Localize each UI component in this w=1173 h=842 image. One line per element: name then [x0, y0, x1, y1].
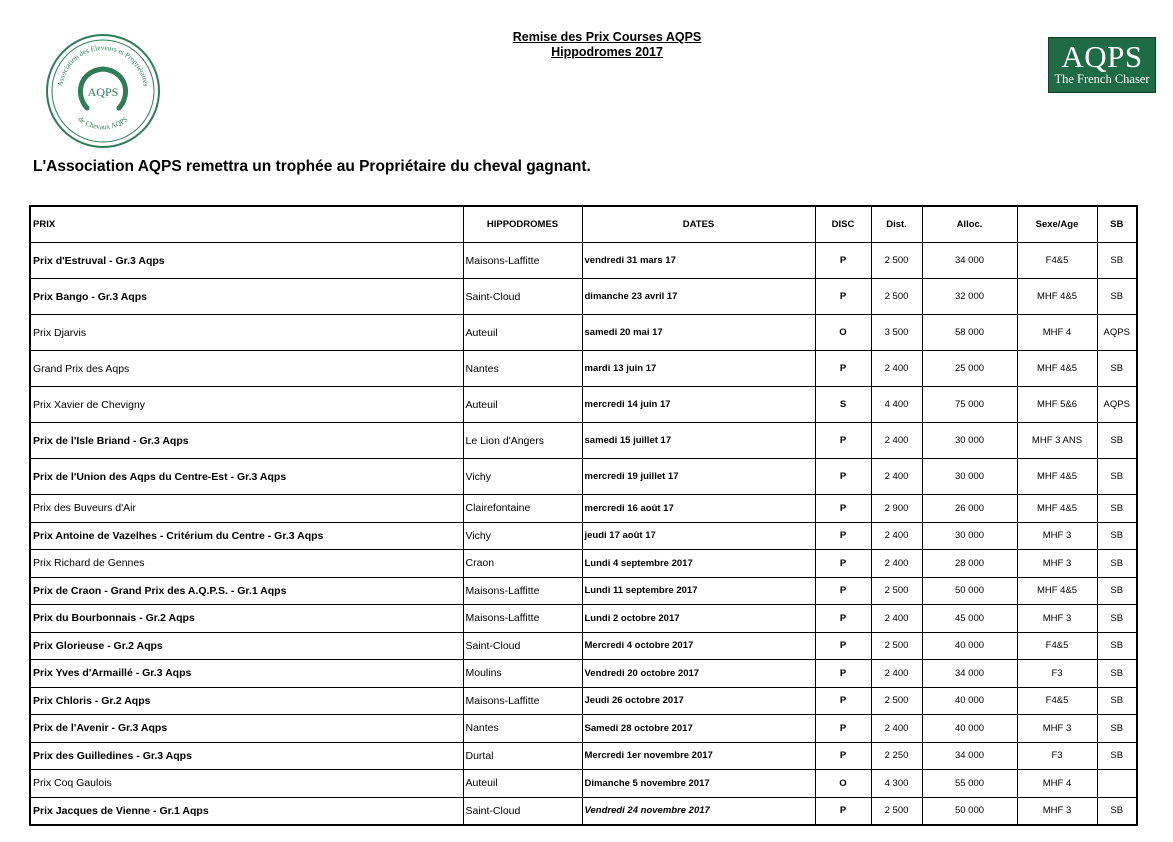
cell-prix: Prix Yves d'Armaillé - Gr.3 Aqps [30, 660, 463, 688]
cell-sexe-age: MHF 3 [1017, 522, 1097, 550]
cell-dist: 2 400 [871, 423, 922, 459]
header-prix: PRIX [30, 206, 463, 243]
cell-disc: P [815, 279, 871, 315]
cell-dist: 2 500 [871, 279, 922, 315]
cell-prix: Prix Xavier de Chevigny [30, 387, 463, 423]
cell-disc: O [815, 315, 871, 351]
cell-prix: Prix de l'Avenir - Gr.3 Aqps [30, 715, 463, 743]
cell-hippodrome: Maisons-Laffitte [463, 243, 582, 279]
cell-disc: P [815, 715, 871, 743]
cell-sexe-age: MHF 3 [1017, 715, 1097, 743]
cell-alloc: 40 000 [922, 632, 1017, 660]
cell-sb: AQPS [1097, 315, 1137, 351]
cell-date: Lundi 4 septembre 2017 [582, 550, 815, 578]
table-row [30, 279, 1137, 315]
svg-text:de Chevaux AQPS [77, 114, 130, 131]
cell-sb: SB [1097, 742, 1137, 770]
cell-alloc: 34 000 [922, 243, 1017, 279]
cell-disc: P [815, 605, 871, 633]
cell-alloc: 30 000 [922, 459, 1017, 495]
table-row [30, 632, 1137, 660]
cell-prix: Prix Richard de Gennes [30, 550, 463, 578]
cell-dist: 2 250 [871, 742, 922, 770]
cell-disc: P [815, 742, 871, 770]
table-row [30, 550, 1137, 578]
table-row [30, 495, 1137, 523]
cell-date: Mercredi 4 octobre 2017 [582, 632, 815, 660]
seal-ring-top-text: Association des Eleveurs et Propriétaires [55, 42, 151, 87]
cell-sb: SB [1097, 797, 1137, 825]
cell-hippodrome: Nantes [463, 715, 582, 743]
header-dist: Dist. [871, 206, 922, 243]
cell-disc: P [815, 660, 871, 688]
cell-disc: P [815, 522, 871, 550]
cell-disc: P [815, 550, 871, 578]
cell-sexe-age: MHF 3 [1017, 797, 1097, 825]
intro-text: L'Association AQPS remettra un trophée au Propriétaire du cheval gagnant. [33, 158, 591, 175]
cell-sb: SB [1097, 495, 1137, 523]
cell-dist: 4 400 [871, 387, 922, 423]
cell-date: Dimanche 5 novembre 2017 [582, 770, 815, 798]
cell-dist: 4 300 [871, 770, 922, 798]
cell-dist: 2 400 [871, 715, 922, 743]
cell-hippodrome: Maisons-Laffitte [463, 687, 582, 715]
table-row [30, 770, 1137, 798]
cell-disc: P [815, 243, 871, 279]
cell-sexe-age: MHF 4&5 [1017, 351, 1097, 387]
cell-sb: SB [1097, 687, 1137, 715]
cell-hippodrome: Maisons-Laffitte [463, 605, 582, 633]
cell-dist: 2 400 [871, 459, 922, 495]
cell-date: mercredi 14 juin 17 [582, 387, 815, 423]
cell-date: Vendredi 20 octobre 2017 [582, 660, 815, 688]
cell-sb: AQPS [1097, 387, 1137, 423]
cell-date: Vendredi 24 novembre 2017 [582, 797, 815, 825]
cell-prix: Prix Bango - Gr.3 Aqps [30, 279, 463, 315]
cell-disc: P [815, 797, 871, 825]
cell-disc: S [815, 387, 871, 423]
cell-sexe-age: MHF 4&5 [1017, 495, 1097, 523]
cell-sb: SB [1097, 577, 1137, 605]
header-sb: SB [1097, 206, 1137, 243]
cell-dist: 3 500 [871, 315, 922, 351]
cell-dist: 2 400 [871, 660, 922, 688]
cell-hippodrome: Saint-Cloud [463, 797, 582, 825]
cell-prix: Prix d'Estruval - Gr.3 Aqps [30, 243, 463, 279]
cell-sb: SB [1097, 550, 1137, 578]
cell-sb: SB [1097, 279, 1137, 315]
cell-prix: Prix des Buveurs d'Air [30, 495, 463, 523]
cell-prix: Prix Jacques de Vienne - Gr.1 Aqps [30, 797, 463, 825]
cell-sb: SB [1097, 423, 1137, 459]
cell-dist: 2 500 [871, 243, 922, 279]
table-row [30, 577, 1137, 605]
cell-hippodrome: Clairefontaine [463, 495, 582, 523]
cell-prix: Grand Prix des Aqps [30, 351, 463, 387]
cell-hippodrome: Saint-Cloud [463, 279, 582, 315]
brand-tagline: The French Chaser [1054, 72, 1150, 86]
cell-disc: P [815, 632, 871, 660]
brand-name: AQPS [1061, 39, 1143, 74]
cell-sexe-age: MHF 4 [1017, 770, 1097, 798]
header-disc: DISC [815, 206, 871, 243]
cell-dist: 2 500 [871, 632, 922, 660]
cell-hippodrome: Saint-Cloud [463, 632, 582, 660]
cell-sb [1097, 770, 1137, 798]
cell-sb: SB [1097, 715, 1137, 743]
cell-dist: 2 500 [871, 687, 922, 715]
cell-disc: O [815, 770, 871, 798]
table-row [30, 423, 1137, 459]
cell-alloc: 40 000 [922, 687, 1017, 715]
table-row [30, 605, 1137, 633]
seal-graphic [45, 33, 161, 149]
cell-sb: SB [1097, 351, 1137, 387]
cell-alloc: 40 000 [922, 715, 1017, 743]
cell-alloc: 34 000 [922, 660, 1017, 688]
cell-alloc: 55 000 [922, 770, 1017, 798]
cell-hippodrome: Craon [463, 550, 582, 578]
cell-disc: P [815, 577, 871, 605]
cell-sb: SB [1097, 459, 1137, 495]
cell-disc: P [815, 423, 871, 459]
table-row [30, 687, 1137, 715]
cell-date: dimanche 23 avril 17 [582, 279, 815, 315]
cell-alloc: 32 000 [922, 279, 1017, 315]
cell-sb: SB [1097, 660, 1137, 688]
cell-date: Mercredi 1er novembre 2017 [582, 742, 815, 770]
cell-sexe-age: F3 [1017, 660, 1097, 688]
table-row [30, 351, 1137, 387]
seal-ring-bottom-text: de Chevaux AQPS [76, 114, 130, 132]
cell-hippodrome: Nantes [463, 351, 582, 387]
aqps-brand-logo [1048, 37, 1156, 93]
cell-date: Lundi 2 octobre 2017 [582, 605, 815, 633]
cell-dist: 2 400 [871, 550, 922, 578]
races-table [29, 205, 1138, 826]
cell-sexe-age: MHF 3 [1017, 550, 1097, 578]
cell-date: Jeudi 26 octobre 2017 [582, 687, 815, 715]
cell-prix: Prix Chloris - Gr.2 Aqps [30, 687, 463, 715]
cell-date: samedi 15 juillet 17 [582, 423, 815, 459]
table-row [30, 387, 1137, 423]
cell-prix: Prix Djarvis [30, 315, 463, 351]
cell-alloc: 30 000 [922, 522, 1017, 550]
cell-dist: 2 400 [871, 605, 922, 633]
cell-alloc: 26 000 [922, 495, 1017, 523]
cell-sb: SB [1097, 632, 1137, 660]
cell-prix: Prix Coq Gaulois [30, 770, 463, 798]
table-row [30, 243, 1137, 279]
table-row [30, 715, 1137, 743]
cell-dist: 2 500 [871, 577, 922, 605]
cell-sexe-age: MHF 5&6 [1017, 387, 1097, 423]
cell-sexe-age: MHF 3 ANS [1017, 423, 1097, 459]
cell-sexe-age: MHF 3 [1017, 605, 1097, 633]
cell-sexe-age: F4&5 [1017, 243, 1097, 279]
cell-date: mercredi 16 août 17 [582, 495, 815, 523]
cell-sexe-age: MHF 4 [1017, 315, 1097, 351]
cell-date: vendredi 31 mars 17 [582, 243, 815, 279]
table-row [30, 660, 1137, 688]
cell-alloc: 45 000 [922, 605, 1017, 633]
cell-sexe-age: F3 [1017, 742, 1097, 770]
cell-prix: Prix du Bourbonnais - Gr.2 Aqps [30, 605, 463, 633]
cell-prix: Prix Glorieuse - Gr.2 Aqps [30, 632, 463, 660]
header-alloc: Alloc. [922, 206, 1017, 243]
cell-disc: P [815, 495, 871, 523]
table-row [30, 797, 1137, 825]
cell-hippodrome: Moulins [463, 660, 582, 688]
cell-sexe-age: MHF 4&5 [1017, 577, 1097, 605]
cell-date: mercredi 19 juillet 17 [582, 459, 815, 495]
cell-prix: Prix de l'Isle Briand - Gr.3 Aqps [30, 423, 463, 459]
cell-hippodrome: Auteuil [463, 387, 582, 423]
cell-alloc: 34 000 [922, 742, 1017, 770]
cell-date: jeudi 17 août 17 [582, 522, 815, 550]
cell-dist: 2 500 [871, 797, 922, 825]
seal-center-text: AQPS [87, 85, 119, 99]
cell-sb: SB [1097, 243, 1137, 279]
cell-alloc: 28 000 [922, 550, 1017, 578]
cell-sexe-age: F4&5 [1017, 632, 1097, 660]
cell-date: samedi 20 mai 17 [582, 315, 815, 351]
cell-alloc: 30 000 [922, 423, 1017, 459]
cell-alloc: 25 000 [922, 351, 1017, 387]
cell-dist: 2 400 [871, 522, 922, 550]
table-row [30, 315, 1137, 351]
cell-prix: Prix des Guilledines - Gr.3 Aqps [30, 742, 463, 770]
table-header-row [30, 206, 1137, 243]
table-row [30, 522, 1137, 550]
cell-alloc: 58 000 [922, 315, 1017, 351]
svg-text:Association des Eleveurs et Pr [55, 43, 150, 87]
table-body [30, 243, 1137, 826]
cell-sexe-age: MHF 4&5 [1017, 459, 1097, 495]
cell-sexe-age: MHF 4&5 [1017, 279, 1097, 315]
cell-hippodrome: Maisons-Laffitte [463, 577, 582, 605]
header-hippodromes: HIPPODROMES [463, 206, 582, 243]
cell-sb: SB [1097, 522, 1137, 550]
cell-date: mardi 13 juin 17 [582, 351, 815, 387]
cell-hippodrome: Durtal [463, 742, 582, 770]
cell-date: Samedi 28 octobre 2017 [582, 715, 815, 743]
document-title [450, 30, 764, 60]
title-line-1: Remise des Prix Courses AQPS [512, 30, 702, 44]
cell-hippodrome: Vichy [463, 459, 582, 495]
cell-disc: P [815, 459, 871, 495]
cell-prix: Prix Antoine de Vazelhes - Critérium du Centre - Gr.3 Aqps [30, 522, 463, 550]
cell-hippodrome: Auteuil [463, 315, 582, 351]
cell-dist: 2 400 [871, 351, 922, 387]
cell-hippodrome: Le Lion d'Angers [463, 423, 582, 459]
cell-disc: P [815, 687, 871, 715]
header-dates: DATES [582, 206, 815, 243]
cell-alloc: 75 000 [922, 387, 1017, 423]
header-sexe-age: Sexe/Age [1017, 206, 1097, 243]
cell-dist: 2 900 [871, 495, 922, 523]
cell-date: Lundi 11 septembre 2017 [582, 577, 815, 605]
cell-prix: Prix de Craon - Grand Prix des A.Q.P.S. - Gr.1 Aqps [30, 577, 463, 605]
cell-alloc: 50 000 [922, 577, 1017, 605]
cell-hippodrome: Vichy [463, 522, 582, 550]
cell-disc: P [815, 351, 871, 387]
cell-hippodrome: Auteuil [463, 770, 582, 798]
title-line-2: Hippodromes 2017 [551, 45, 663, 59]
aqps-seal-logo [45, 33, 161, 149]
table-row [30, 459, 1137, 495]
table-row [30, 742, 1137, 770]
cell-sb: SB [1097, 605, 1137, 633]
cell-alloc: 50 000 [922, 797, 1017, 825]
cell-prix: Prix de l'Union des Aqps du Centre-Est - Gr.3 Aqps [30, 459, 463, 495]
cell-sexe-age: F4&5 [1017, 687, 1097, 715]
